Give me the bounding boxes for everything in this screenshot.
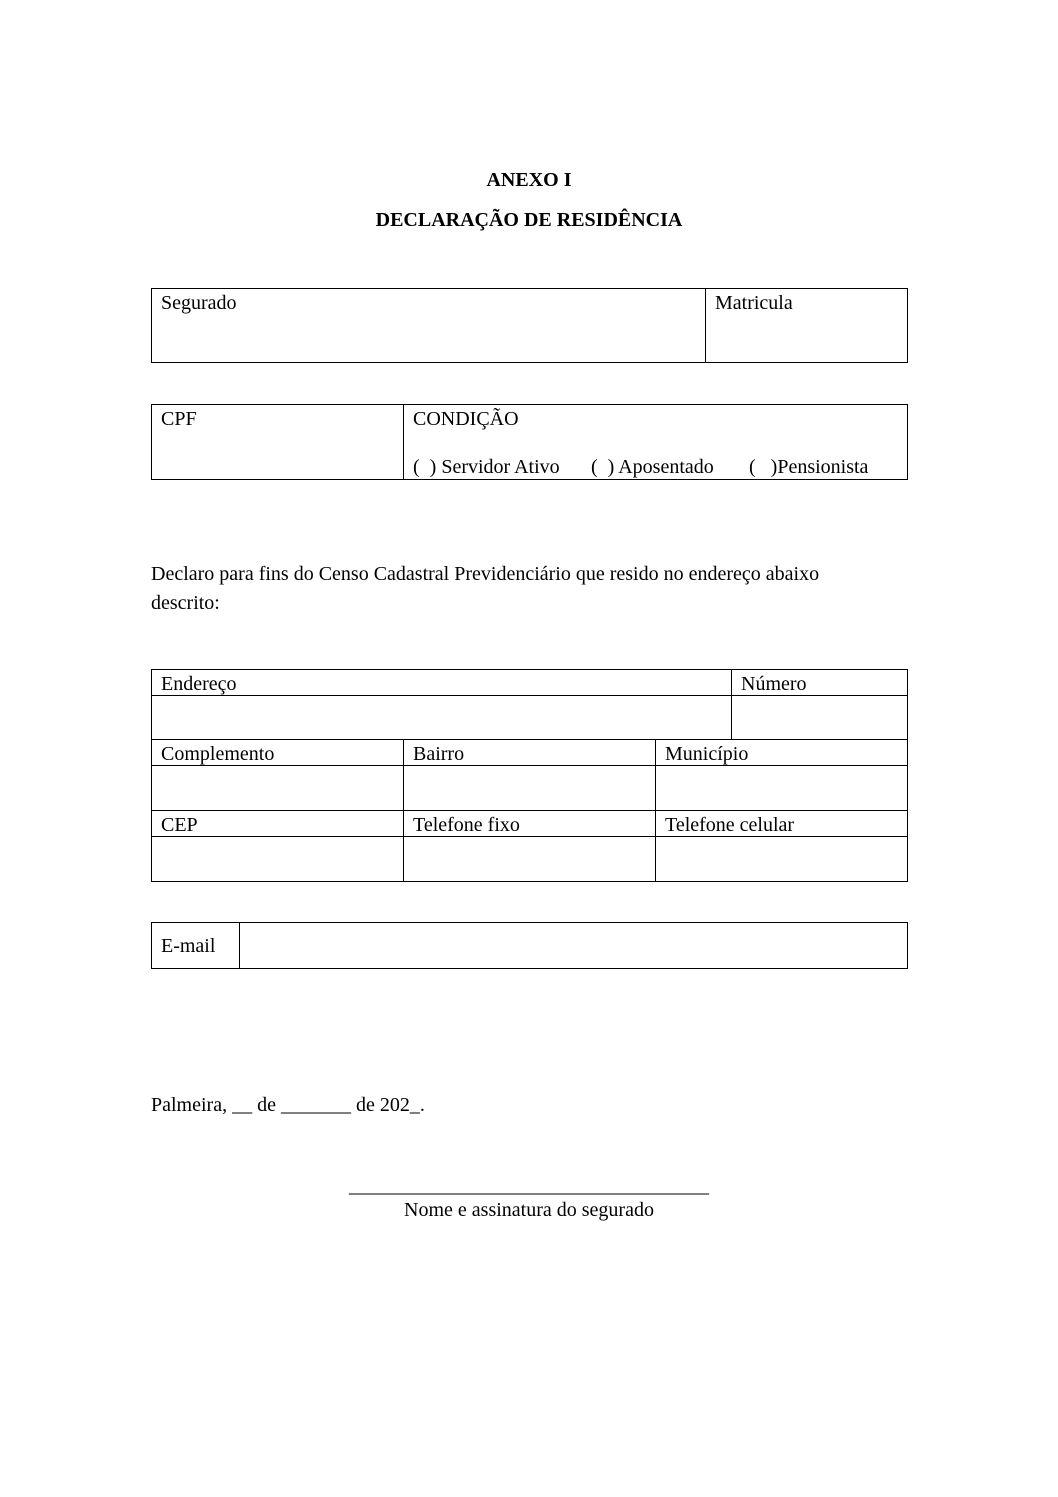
cep-field[interactable] (152, 838, 403, 881)
cep-label: CEP (161, 814, 198, 836)
declaration-line-1: Declaro para fins do Censo Cadastral Previdenciário que resido no endereço abaixo (151, 563, 820, 585)
signature-caption: Nome e assinatura do segurado (404, 1199, 654, 1221)
landline-label: Telefone fixo (413, 814, 520, 836)
address-hline-2 (151, 739, 908, 740)
condition-label: CONDIÇÃO (413, 408, 519, 430)
address-field[interactable] (152, 697, 731, 739)
email-label: E-mail (161, 935, 216, 957)
option-pensioner[interactable]: ( )Pensionista (749, 456, 869, 478)
city-label: Município (665, 743, 749, 765)
address-hline-5 (151, 836, 908, 837)
mobile-label: Telefone celular (665, 814, 795, 836)
number-label: Número (741, 673, 807, 695)
complement-label: Complemento (161, 743, 275, 765)
landline-field[interactable] (405, 838, 655, 881)
email-divider (239, 922, 240, 969)
signature-line[interactable]: ____________________________________ (349, 1175, 709, 1197)
email-field[interactable] (241, 924, 907, 968)
address-label: Endereço (161, 673, 237, 695)
registration-label: Matricula (715, 292, 793, 314)
annex-heading: ANEXO I (486, 169, 572, 191)
neighborhood-field[interactable] (405, 767, 655, 810)
option-active-servant[interactable]: ( ) Servidor Ativo (413, 456, 560, 478)
number-field[interactable] (733, 697, 907, 739)
complement-field[interactable] (152, 767, 403, 810)
mobile-field[interactable] (657, 838, 907, 881)
date-line: Palmeira, __ de _______ de 202_. (151, 1094, 425, 1116)
city-field[interactable] (657, 767, 907, 810)
insured-field[interactable] (152, 318, 705, 362)
cpf-field[interactable] (152, 432, 402, 478)
document-title: DECLARAÇÃO DE RESIDÊNCIA (375, 209, 683, 231)
registration-field[interactable] (707, 318, 907, 362)
neighborhood-label: Bairro (413, 743, 465, 765)
cpf-label: CPF (161, 408, 197, 430)
option-retired[interactable]: ( ) Aposentado (591, 456, 714, 478)
address-hline-4 (151, 810, 908, 811)
insured-label: Segurado (161, 292, 237, 314)
declaration-line-2: descrito: (151, 592, 220, 614)
